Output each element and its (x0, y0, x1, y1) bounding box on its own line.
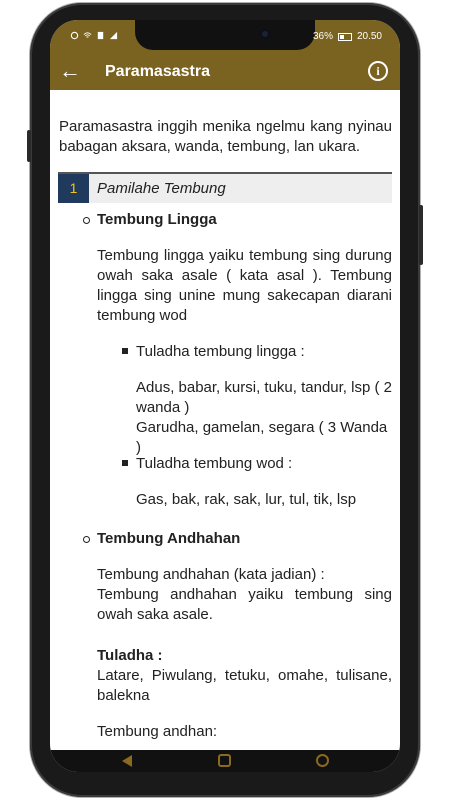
example-wod-label: Tuladha tembung wod : (136, 455, 293, 472)
example-lingga-line1: Adus, babar, kursi, tuku, tandur, lsp ( 2 wanda ) (136, 379, 392, 416)
arrow-left-icon[interactable]: ← (59, 58, 81, 83)
andhan-label: Tembung andhan: (97, 723, 218, 740)
battery-percent: 36% (312, 31, 333, 42)
status-bar (50, 20, 400, 55)
section-number: 1 (58, 174, 89, 203)
tembung-andhahan-heading (97, 529, 240, 549)
example-lingga-label: Tuladha tembung lingga : (136, 343, 305, 360)
nav-back-icon[interactable] (122, 755, 132, 767)
hollow-bullet-icon (83, 536, 90, 543)
phone-screen (50, 20, 400, 772)
andhahan-line2: Tembung andhahan yaiku tembung sing owah saka asale. (97, 586, 392, 623)
heading-text: Tembung Andhahan (97, 530, 241, 547)
hollow-bullet-icon (83, 217, 90, 224)
example-lingga-line2: Garudha, gamelan, segara ( 3 Wanda ) (136, 419, 388, 456)
section-header (58, 172, 392, 203)
example-wod-line: Gas, bak, rak, sak, lur, tul, tik, lsp (136, 491, 357, 508)
andhahan-line1: Tembung andhahan (kata jadian) : (97, 566, 325, 583)
phone-side-button (419, 205, 423, 265)
battery-icon (338, 33, 352, 41)
intro-paragraph: Paramasastra inggih menika ngelmu kang nyinau babagan aksara, wanda, tembung, lan ukara. (59, 118, 392, 155)
tuladha-label-text: Tuladha : (97, 647, 163, 664)
system-nav-bar (50, 750, 400, 772)
tembung-lingga-description: Tembung lingga yaiku tembung sing durung owah saka asale ( kata asal ). Tembung lingga sing unine mung sakecapan diarani tembung wod (97, 247, 392, 324)
square-bullet-icon (122, 460, 128, 466)
nav-recents-icon[interactable] (316, 754, 329, 767)
sync-icon (70, 31, 79, 40)
tuladha-label (97, 646, 163, 666)
article-content (50, 90, 400, 750)
nav-home-icon[interactable] (218, 754, 231, 767)
page-title: Paramasastra (105, 63, 210, 80)
clock: 20.50 (356, 31, 382, 42)
phone-side-button (27, 130, 31, 162)
front-camera (259, 28, 271, 40)
status-icons-left (70, 31, 118, 40)
camera-notch (135, 20, 315, 50)
square-bullet-icon (122, 348, 128, 354)
app-bar (50, 55, 400, 90)
section-title: Pamilahe Tembung (97, 180, 226, 197)
status-icons-right (313, 31, 382, 42)
info-icon[interactable]: i (368, 61, 388, 81)
wifi-icon (83, 31, 92, 40)
signal-icon (109, 31, 118, 40)
heading-text: Tembung Lingga (97, 211, 217, 228)
notification-icon (96, 31, 105, 40)
tuladha-text: Latare, Piwulang, tetuku, omahe, tulisane, balekna (97, 667, 392, 704)
tembung-lingga-heading (97, 210, 217, 230)
